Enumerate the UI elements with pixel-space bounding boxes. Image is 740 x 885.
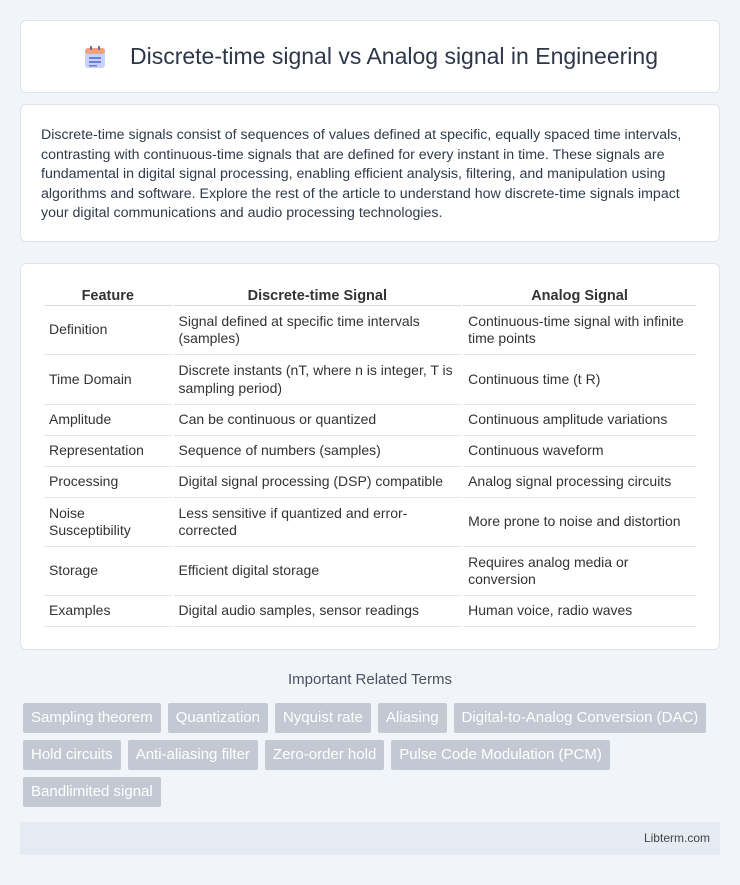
table-cell: Continuous amplitude variations (463, 405, 696, 436)
title-card (20, 20, 720, 93)
table-cell: Efficient digital storage (174, 547, 462, 596)
table-cell: Definition (44, 306, 172, 355)
table-row (44, 405, 696, 436)
table-row (44, 467, 696, 498)
table-cell: Continuous time (t R) (463, 355, 696, 405)
header-feature: Feature (44, 284, 172, 306)
table-row (44, 498, 696, 547)
intro-card (20, 104, 720, 242)
table-cell: Digital audio samples, sensor readings (174, 596, 462, 627)
table-cell: Less sensitive if quantized and error-corrected (174, 498, 462, 547)
table-cell: Noise Susceptibility (44, 498, 172, 547)
related-term-tag[interactable]: Pulse Code Modulation (PCM) (391, 740, 610, 770)
table-cell: Examples (44, 596, 172, 627)
related-term-tag[interactable]: Hold circuits (23, 740, 121, 770)
related-term-tag[interactable]: Sampling theorem (23, 703, 161, 733)
related-terms-title: Important Related Terms (288, 671, 452, 688)
table-cell: Signal defined at specific time intervals (samples) (174, 306, 462, 355)
page-title: Discrete-time signal vs Analog signal in Engineering (129, 43, 658, 69)
table-cell: Representation (44, 436, 172, 467)
header-analog: Analog Signal (463, 284, 696, 306)
table-header-row (44, 284, 696, 306)
related-term-tag[interactable]: Bandlimited signal (23, 777, 161, 807)
header-discrete: Discrete-time Signal (174, 284, 462, 306)
comparison-table-card (20, 263, 720, 650)
table-cell: Processing (44, 467, 172, 498)
related-term-tag[interactable]: Digital-to-Analog Conversion (DAC) (454, 703, 707, 733)
table-cell: Storage (44, 547, 172, 596)
table-cell: Analog signal processing circuits (463, 467, 696, 498)
table-row (44, 355, 696, 405)
related-term-tag[interactable]: Quantization (168, 703, 268, 733)
related-term-tag[interactable]: Zero-order hold (265, 740, 384, 770)
comparison-table (42, 284, 698, 627)
table-cell: Requires analog media or conversion (463, 547, 696, 596)
intro-text: Discrete-time signals consist of sequences of values defined at specific, equally spaced time intervals, contrasting with continuous-time signals that are defined for every instant in time. These signals are fundamental in digital signal processing, enabling efficient analysis, filtering, and manipulation using algorithms and software. Explore the rest of the article to understand how discrete-time signals impact your digital communications and audio processing technologies. (41, 127, 682, 222)
table-cell: More prone to noise and distortion (463, 498, 696, 547)
document-icon (82, 44, 108, 70)
related-term-tag[interactable]: Aliasing (378, 703, 447, 733)
table-cell: Continuous-time signal with infinite time points (463, 306, 696, 355)
footer-brand-link[interactable]: Libterm.com (643, 831, 710, 845)
table-row (44, 436, 696, 467)
related-term-tag[interactable]: Nyquist rate (275, 703, 371, 733)
footer (20, 822, 720, 855)
related-term-tag[interactable]: Anti-aliasing filter (128, 740, 258, 770)
table-cell: Human voice, radio waves (463, 596, 696, 627)
table-cell: Sequence of numbers (samples) (174, 436, 462, 467)
table-cell: Digital signal processing (DSP) compatible (174, 467, 462, 498)
table-cell: Can be continuous or quantized (174, 405, 462, 436)
table-row (44, 547, 696, 596)
table-cell: Time Domain (44, 355, 172, 405)
table-row (44, 306, 696, 355)
related-terms-list (23, 703, 718, 814)
table-row (44, 596, 696, 627)
table-cell: Discrete instants (nT, where n is integer, T is sampling period) (174, 355, 462, 405)
table-cell: Amplitude (44, 405, 172, 436)
table-cell: Continuous waveform (463, 436, 696, 467)
